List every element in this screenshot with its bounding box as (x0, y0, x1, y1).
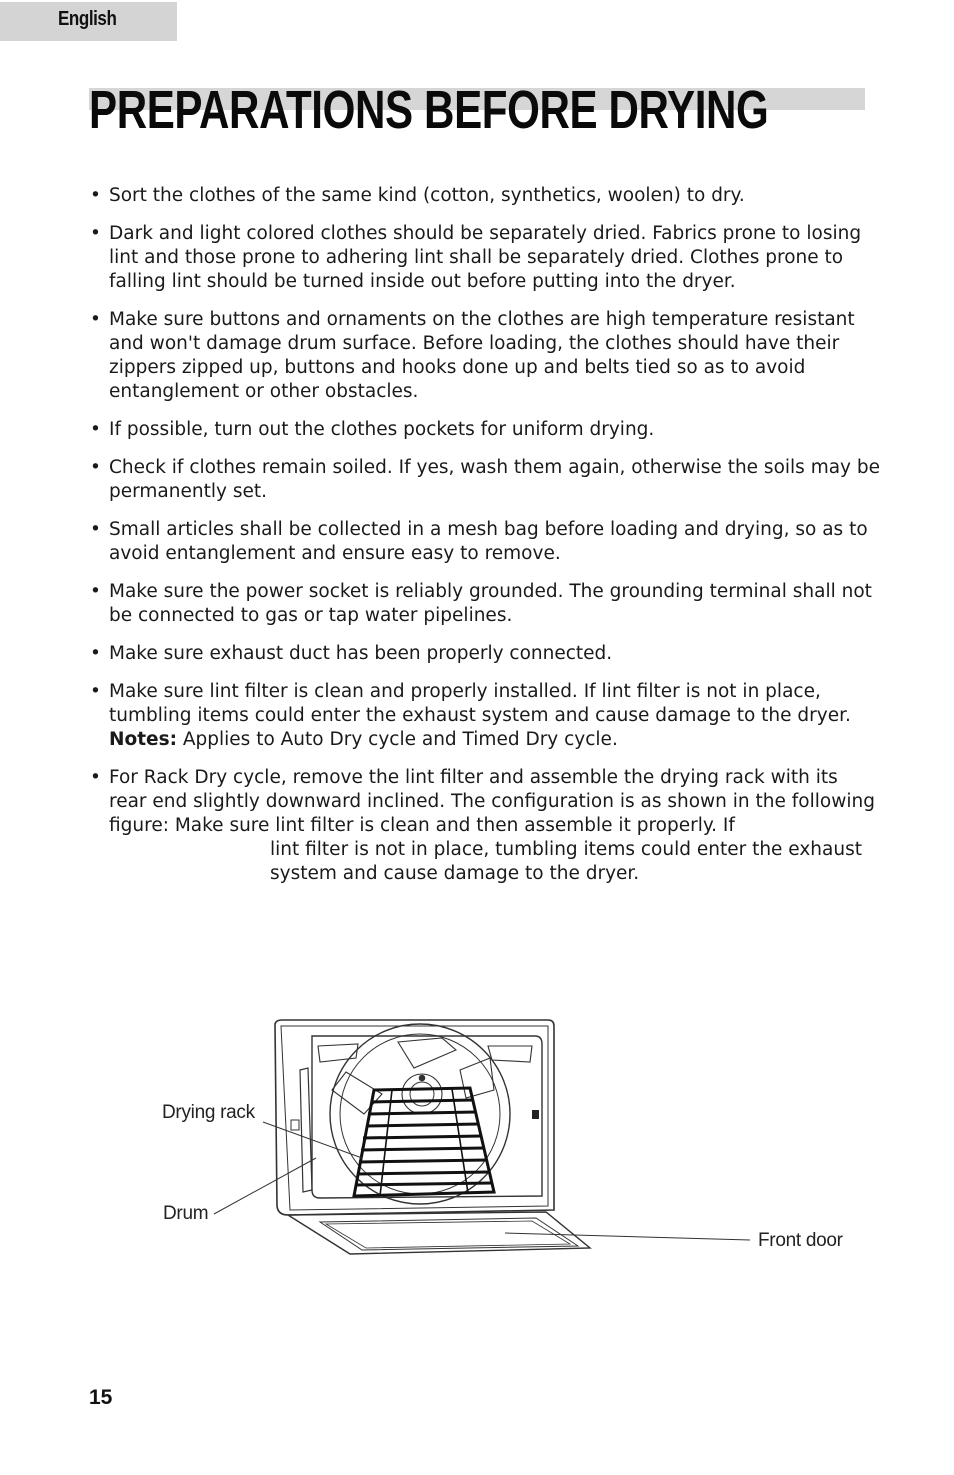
list-item-text: Make sure the power socket is reliably grounded. The grounding terminal shall not be connected to gas or tap water pipelines. (109, 581, 872, 626)
notes-label: Notes: (109, 729, 177, 750)
list-item-text: If possible, turn out the clothes pockets for uniform drying. (109, 419, 655, 440)
list-item-text: Dark and light colored clothes should be separately dried. Fabrics prone to losing lint and those prone to adhering lint shall be separately dried. Clothes prone to falling lint should be turned inside out before putting into the dryer. (109, 223, 862, 292)
drum-label: Drum (163, 1203, 209, 1224)
bullet-icon: • (90, 581, 101, 602)
rack-dry-note-first-line: Make sure lint filter is clean and then assemble it properly. If (174, 815, 735, 836)
list-item-rack-dry (90, 766, 880, 886)
front-door-label: Front door (758, 1230, 843, 1251)
drying-rack-label: Drying rack (162, 1102, 255, 1123)
list-item-text: Make sure lint filter is clean and properly installed. If lint filter is not in place, tumbling items could enter the exhaust system and cause damage to the dryer. (109, 681, 851, 726)
list-item-text: Make sure buttons and ornaments on the clothes are high temperature resistant and won't damage drum surface. Before loading, the clothes should have their zippers zipped up, buttons and hooks done up and belts tied so as to avoid entanglement or other obstacles. (109, 309, 855, 402)
language-tab-label: English (58, 8, 117, 30)
list-item (90, 518, 880, 566)
rack-dry-lead-text: For Rack Dry cycle, remove the lint filter and assemble the drying rack with its rear end slightly downward inclined. The configuration is as shown in the following figure: (109, 767, 875, 836)
language-tab (0, 2, 177, 41)
list-item (90, 308, 880, 404)
list-item (90, 456, 880, 504)
list-item-text: Sort the clothes of the same kind (cotton, synthetics, woolen) to dry. (109, 185, 745, 206)
bullet-icon: • (90, 185, 101, 206)
list-item (90, 184, 880, 208)
bullet-icon: • (90, 643, 101, 664)
list-item (90, 418, 880, 442)
bullet-icon: • (90, 309, 101, 330)
list-item-text: Make sure exhaust duct has been properly connected. (109, 643, 613, 664)
list-item (90, 680, 880, 752)
bullet-icon: • (90, 419, 101, 440)
list-item (90, 222, 880, 294)
notes-text: Applies to Auto Dry cycle and Timed Dry cycle. (177, 729, 618, 750)
list-item-text: Check if clothes remain soiled. If yes, wash them again, otherwise the soils may be permanently set. (109, 457, 881, 502)
list-item-text: Small articles shall be collected in a mesh bag before loading and drying, so as to avoid entanglement and ensure easy to remove. (109, 519, 868, 564)
front-door-leader (505, 1233, 750, 1240)
dryer-rack-figure (150, 1010, 870, 1270)
page-title: PREPARATIONS BEFORE DRYING (89, 80, 769, 140)
bullet-icon: • (90, 223, 101, 244)
list-item (90, 642, 880, 666)
drum-leader (214, 1158, 316, 1214)
bullet-icon: • (90, 767, 101, 788)
bullet-icon: • (90, 681, 101, 702)
bullet-icon: • (90, 519, 101, 540)
bullet-icon: • (90, 457, 101, 478)
rack-dry-note: lint filter is not in place, tumbling items could enter the exhaust system and cause damage to the dryer. (270, 839, 862, 884)
preparation-list (90, 184, 880, 900)
list-item (90, 580, 880, 628)
page-number: 15 (89, 1386, 113, 1409)
front-door (288, 1212, 590, 1254)
dryer-cabinet (275, 1020, 554, 1215)
